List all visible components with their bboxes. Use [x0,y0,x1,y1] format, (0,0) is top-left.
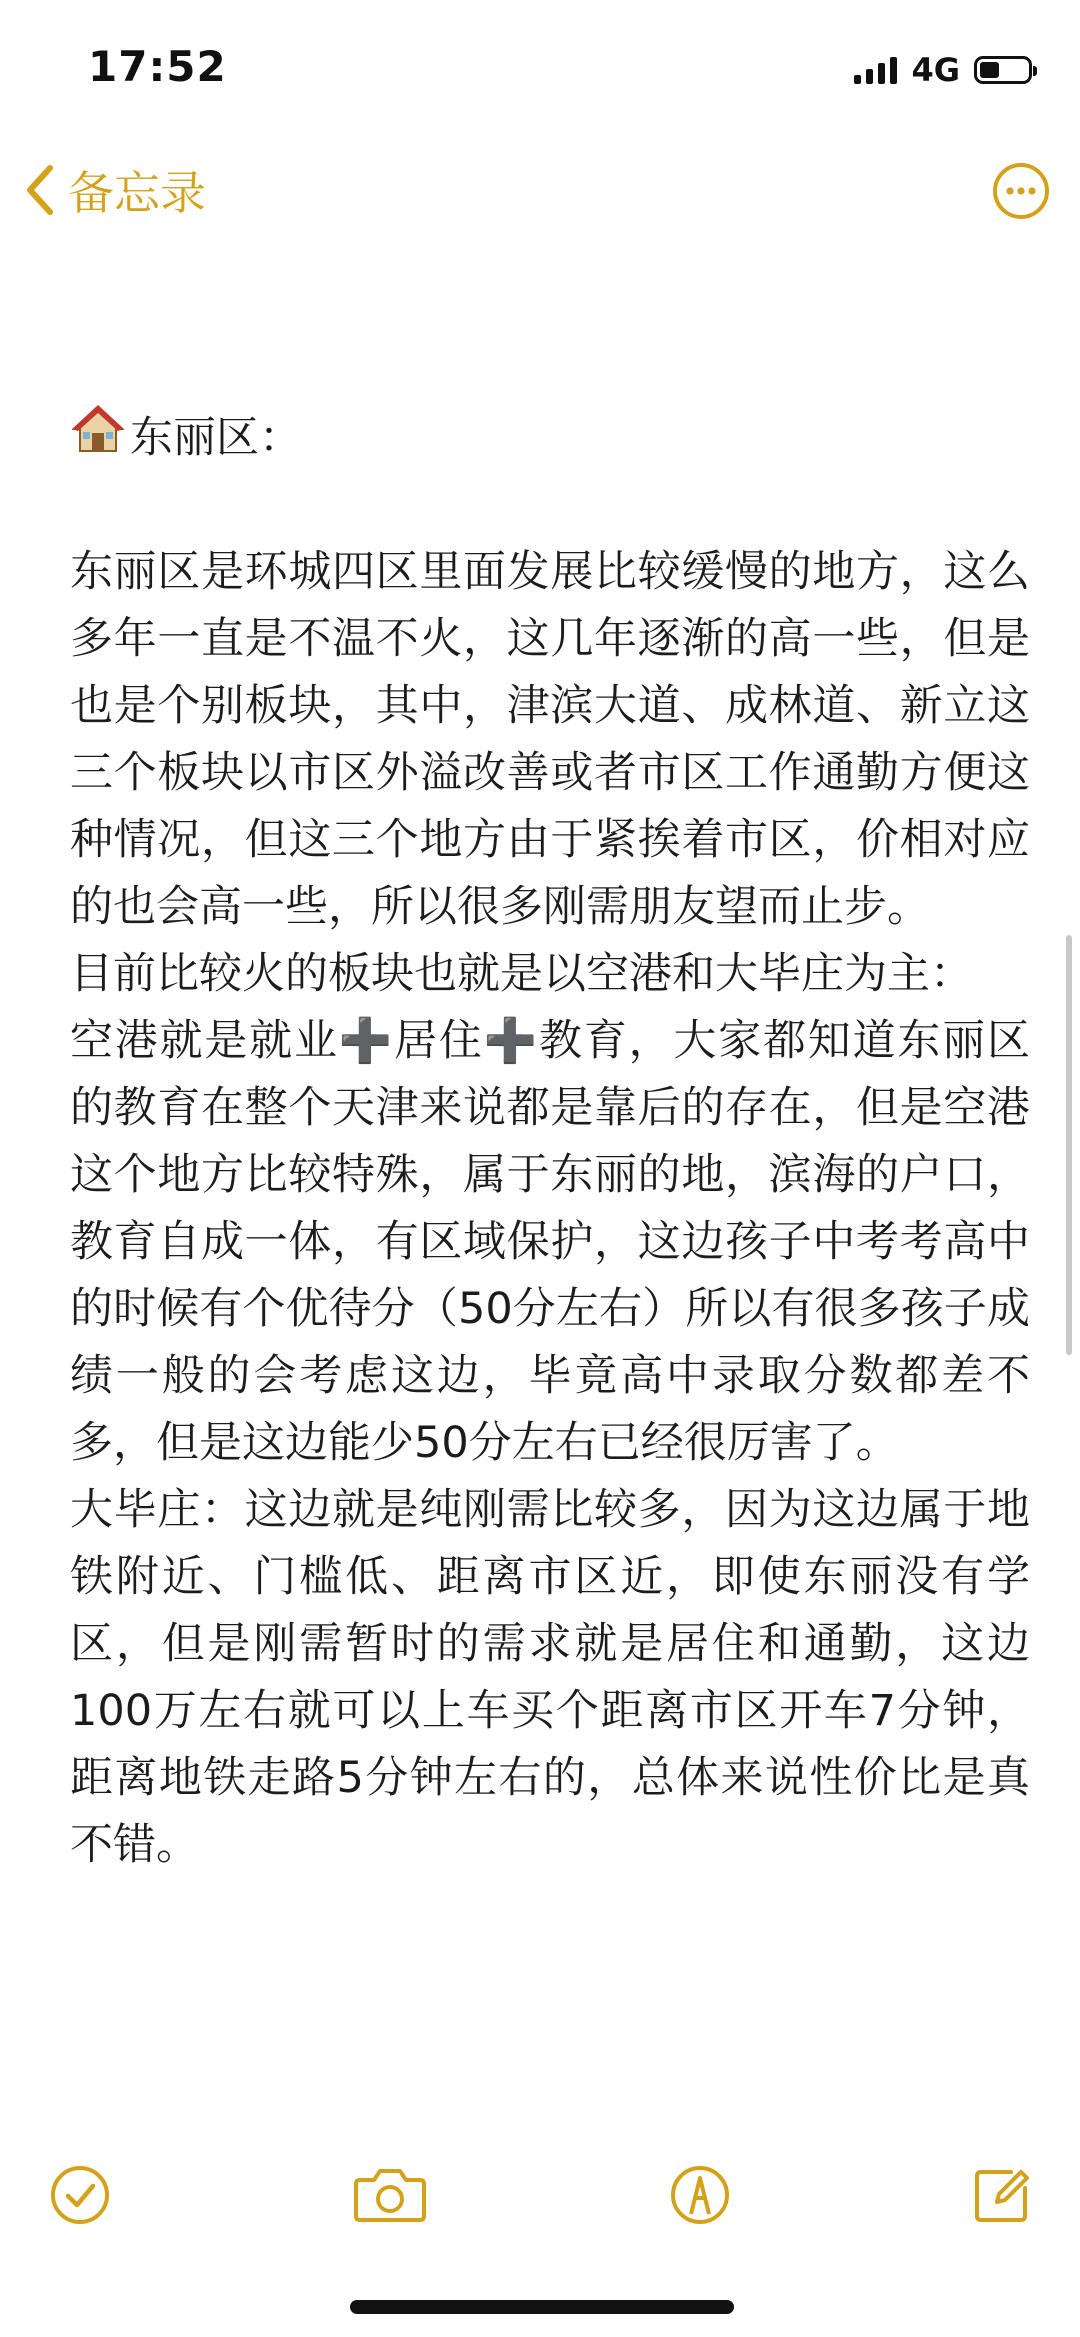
ellipsis-circle-icon [992,162,1050,220]
network-type: 4G [911,51,960,89]
home-indicator[interactable] [350,2300,734,2314]
note-paragraph-3: 空港就是就业➕居住➕教育，大家都知道东丽区的教育在整个天津来说都是靠后的存在，但是空港这个地方比较特殊，属于东丽的地，滨海的户口，教育自成一体，有区域保护，这边孩子中考考高中的时候有个优待分（50分左右）所以有很多孩子成绩一般的会考虑这边，毕竟高中录取分数都差不多，但是这边能少50分左右已经很厉害了。 [70,1016,1030,1468]
back-button[interactable] [22,150,206,230]
bottom-toolbar [0,2145,1080,2245]
more-options-button[interactable] [992,162,1050,220]
markup-icon [669,2164,731,2226]
signal-icon [854,56,897,84]
battery-level [980,62,999,78]
scrollbar[interactable] [1066,935,1072,1355]
back-label: 备忘录 [68,166,206,220]
camera-button[interactable] [345,2145,435,2245]
note-heading [70,405,1030,472]
note-paragraph-1: 东丽区是环城四区里面发展比较缓慢的地方，这么多年一直是不温不火，这几年逐渐的高一些，但是也是个别板块，其中，津滨大道、成林道、新立这三个板块以市区外溢改善或者市区工作通勤方便这种情况，但这三个地方由于紧挨着市区，价相对应的也会高一些，所以很多刚需朋友望而止步。 [70,547,1030,932]
battery-icon [974,56,1032,84]
note-paragraph-2: 目前比较火的板块也就是以空港和大毕庄为主： [70,949,973,999]
heading-text: 东丽区： [130,413,302,463]
compose-button[interactable] [962,2145,1042,2245]
blank-line [70,472,1030,539]
checklist-button[interactable] [40,2145,120,2245]
chevron-left-icon [22,162,56,218]
compose-icon [971,2164,1033,2226]
camera-icon [352,2164,428,2226]
status-time: 17:52 [88,42,227,91]
house-icon [70,401,126,477]
status-indicators [854,50,1032,90]
status-bar [0,0,1080,140]
note-body[interactable] [70,405,1030,1879]
checklist-icon [49,2164,111,2226]
markup-button[interactable] [660,2145,740,2245]
note-paragraph-4: 大毕庄：这边就是纯刚需比较多，因为这边属于地铁附近、门槛低、距离市区近，即使东丽没有学区，但是刚需暂时的需求就是居住和通勤，这边100万左右就可以上车买个距离市区开车7分钟，距离地铁走路5分钟左右的，总体来说性价比是真不错。 [70,1485,1030,1870]
nav-bar [0,150,1080,230]
